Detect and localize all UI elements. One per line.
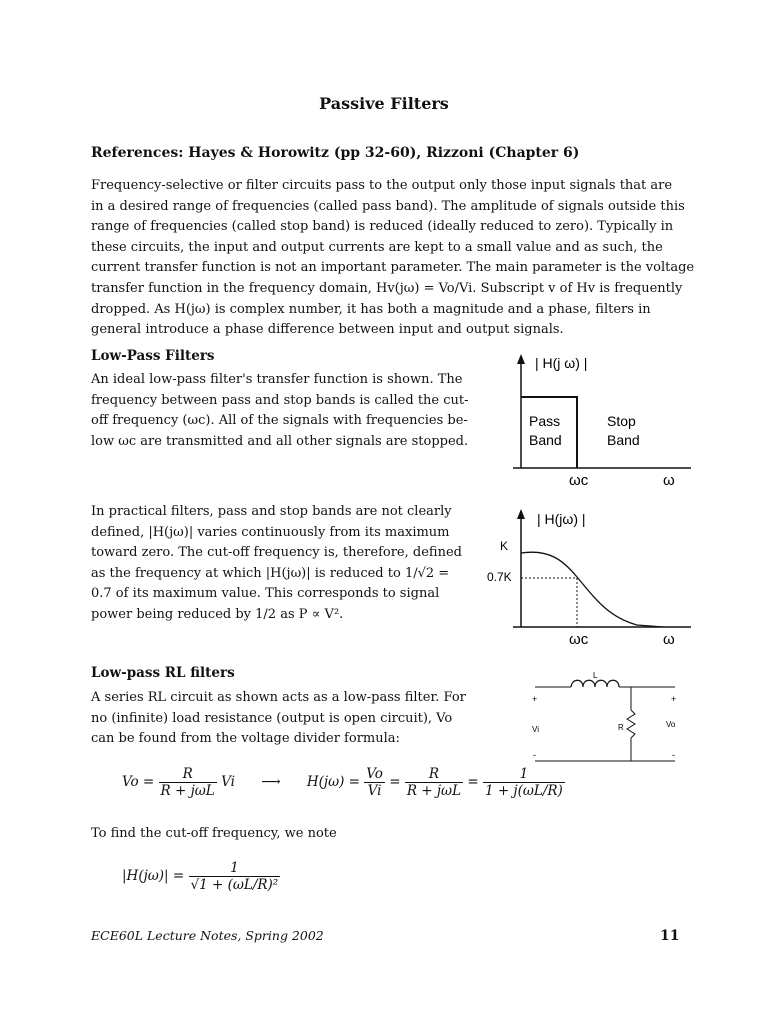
intro-line: current transfer function is not an important parameter. The main parameter is the voltage bbox=[91, 260, 695, 276]
pass-label: Band bbox=[529, 432, 562, 448]
practical-response bbox=[521, 552, 663, 627]
vo-label: Vo bbox=[666, 720, 676, 729]
omega-label: ω bbox=[663, 472, 675, 489]
resistor-label: R bbox=[618, 723, 624, 732]
denominator bbox=[189, 876, 281, 893]
references: References: Hayes & Horowitz (pp 32-60), Rizzoni (Chapter 6) bbox=[91, 145, 580, 161]
wc-label: ωc bbox=[569, 631, 589, 648]
rl-line: A series RL circuit as shown acts as a low-pass filter. For bbox=[91, 690, 466, 705]
intro-line: general introduce a phase difference between input and output signals. bbox=[91, 322, 564, 338]
practical-filter-graph bbox=[485, 505, 695, 655]
practical-line: 0.7 of its maximum value. This corresponds to signal bbox=[91, 586, 440, 602]
plus-sign: + bbox=[532, 694, 538, 704]
omega-label: ω bbox=[663, 631, 675, 648]
numerator: R bbox=[428, 766, 439, 782]
plus-sign: + bbox=[671, 694, 677, 704]
inductor-label: L bbox=[593, 671, 598, 680]
cutoff-note: To find the cut-off frequency, we note bbox=[91, 826, 337, 841]
vi-label: Vi bbox=[532, 725, 539, 734]
lowpass-paragraph bbox=[91, 370, 469, 452]
rl-paragraph bbox=[91, 688, 466, 750]
stop-label: Stop bbox=[607, 413, 636, 429]
fraction bbox=[189, 860, 281, 893]
eq-equals: = bbox=[389, 774, 401, 790]
eq-equals: = bbox=[467, 774, 479, 790]
fraction bbox=[483, 766, 565, 799]
eq-arrow: ⟶ bbox=[261, 774, 281, 790]
k-label: K bbox=[500, 539, 509, 553]
denominator: Vi bbox=[364, 782, 385, 799]
practical-line: toward zero. The cut-off frequency is, therefore, defined bbox=[91, 545, 462, 561]
lowpass-line: An ideal low-pass filter's transfer function is shown. The bbox=[91, 372, 463, 387]
practical-line: In practical filters, pass and stop bands are not clearly bbox=[91, 504, 452, 519]
resistor-symbol bbox=[627, 710, 635, 738]
eq-h: H(jω) = bbox=[306, 774, 360, 790]
practical-line: as the frequency at which |H(jω)| is reduced to 1/√2 = bbox=[91, 565, 450, 581]
page-title: Passive Filters bbox=[319, 94, 449, 113]
magnitude-equation bbox=[122, 860, 280, 893]
minus-sign: - bbox=[672, 750, 675, 760]
lowpass-line: frequency between pass and stop bands is called the cut- bbox=[91, 392, 469, 408]
intro-line: dropped. As H(jω) is complex number, it has both a magnitude and a phase, filters in bbox=[91, 301, 651, 317]
footer-course: ECE60L Lecture Notes, Spring 2002 bbox=[91, 928, 324, 943]
practical-ylabel: | H(jω) | bbox=[537, 511, 586, 527]
practical-paragraph bbox=[91, 502, 462, 626]
intro-line: Frequency-selective or filter circuits pass to the output only those input signals that are bbox=[91, 178, 673, 193]
numerator: 1 bbox=[519, 766, 529, 782]
k07-label: 0.7K bbox=[487, 570, 512, 584]
lowpass-line: off frequency (ωc). All of the signals with frequencies be- bbox=[91, 413, 468, 429]
eq-vo: Vo = bbox=[122, 774, 155, 790]
y-axis-arrow bbox=[517, 354, 525, 364]
denominator: R + jωL bbox=[406, 783, 462, 799]
intro-line: these circuits, the input and output currents are kept to a small value and as such, the bbox=[91, 239, 663, 255]
rl-line: can be found from the voltage divider formula: bbox=[91, 731, 400, 747]
intro-line: range of frequencies (called stop band) is reduced (ideally reduced to zero). Typically in bbox=[91, 219, 674, 235]
eq-vi: Vi bbox=[221, 774, 235, 790]
radicand: 1 + (ωL/R)² bbox=[199, 877, 279, 893]
practical-line: defined, |H(jω)| varies continuously from its maximum bbox=[91, 524, 450, 540]
rl-circuit-diagram bbox=[525, 668, 690, 768]
numerator: 1 bbox=[230, 860, 239, 876]
intro-line: in a desired range of frequencies (called pass band). The amplitude of signals outside this bbox=[91, 198, 685, 214]
intro-paragraph bbox=[91, 176, 695, 341]
page-number: 11 bbox=[660, 928, 680, 944]
intro-line: transfer function in the frequency domain, Hv(jω) = Vo/Vi. Subscript v of Hv is frequently bbox=[91, 280, 683, 296]
minus-sign: - bbox=[533, 750, 536, 760]
rl-line: no (infinite) load resistance (output is open circuit), Vo bbox=[91, 710, 453, 726]
practical-line: power being reduced by 1/2 as P ∝ V². bbox=[91, 606, 344, 622]
ideal-ylabel: | H(j ω) | bbox=[535, 355, 588, 371]
mag-lhs: |H(jω)| = bbox=[122, 868, 185, 884]
denominator: 1 + j(ωL/R) bbox=[484, 783, 563, 799]
y-axis-arrow bbox=[517, 509, 525, 519]
fraction bbox=[159, 766, 217, 799]
fraction bbox=[405, 766, 463, 799]
denominator: R + jωL bbox=[160, 783, 215, 799]
voltage-divider-equation bbox=[122, 766, 565, 799]
wc-label: ωc bbox=[569, 472, 589, 489]
sqrt-symbol: √ bbox=[190, 877, 200, 893]
numerator: R bbox=[182, 766, 193, 782]
inductor-symbol bbox=[571, 680, 619, 687]
lowpass-line: low ωc are transmitted and all other signals are stopped. bbox=[91, 433, 469, 449]
rl-heading: Low-pass RL filters bbox=[91, 665, 235, 681]
pass-label: Pass bbox=[529, 413, 561, 429]
stop-label: Band bbox=[607, 432, 640, 448]
ideal-filter-graph bbox=[495, 350, 695, 490]
lowpass-heading: Low-Pass Filters bbox=[91, 348, 215, 364]
numerator: Vo bbox=[366, 766, 383, 782]
fraction bbox=[364, 766, 385, 799]
